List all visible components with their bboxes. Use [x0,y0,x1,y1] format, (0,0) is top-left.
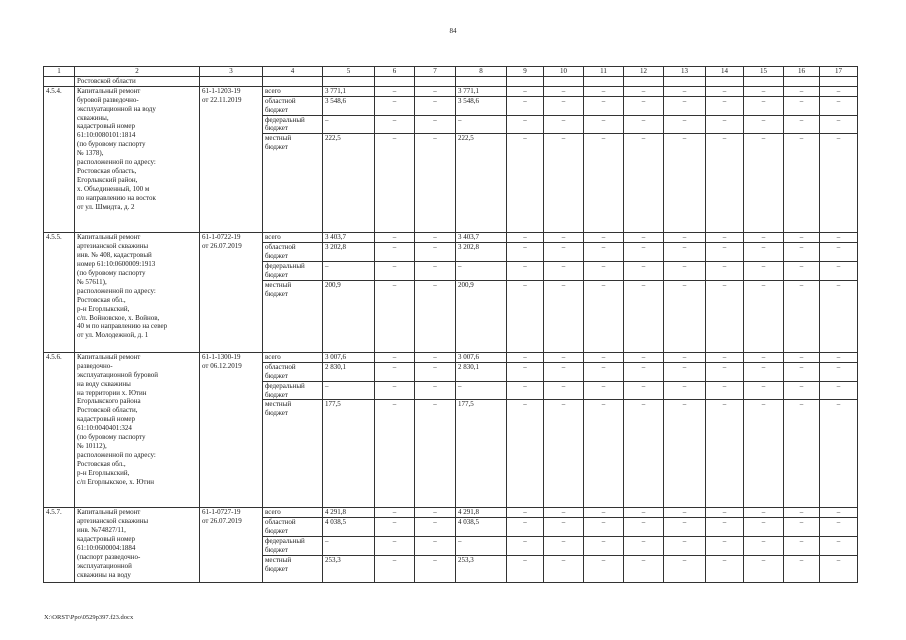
funding-source: всего [263,86,323,96]
amount-cell: – [784,262,820,281]
region-empty-cell [624,76,664,86]
amount-cell: – [706,115,744,134]
amount-cell: – [784,381,820,400]
funding-source: областной бюджет [263,362,323,381]
amount-cell: – [706,537,744,556]
funding-source: областной бюджет [263,518,323,537]
amount-cell: – [415,555,456,582]
funding-source: всего [263,508,323,518]
amount-year: 222,5 [456,134,507,233]
amount-total: 177,5 [323,400,375,508]
amount-cell: – [820,262,858,281]
column-number-1: 1 [44,67,75,77]
amount-cell: – [784,96,820,115]
region-empty-cell [200,76,263,86]
amount-total: – [323,381,375,400]
amount-cell: – [784,243,820,262]
amount-cell: – [415,280,456,352]
amount-cell: – [544,508,584,518]
table-body [44,67,858,583]
column-number-row [44,67,858,77]
amount-cell: – [584,518,624,537]
amount-cell: – [820,243,858,262]
amount-cell: – [664,381,706,400]
page-number: 84 [449,27,457,35]
amount-cell: – [744,352,784,362]
amount-cell: – [415,115,456,134]
amount-year: 3 548,6 [456,96,507,115]
amount-cell: – [544,115,584,134]
amount-cell: – [507,537,544,556]
amount-year: 3 771,1 [456,86,507,96]
column-number-6: 6 [375,67,415,77]
column-number-9: 9 [507,67,544,77]
funding-source: местный бюджет [263,280,323,352]
column-number-14: 14 [706,67,744,77]
file-path-footer: X:\ORST\Ppo\0529p397.f23.docx [44,614,134,621]
amount-cell: – [507,400,544,508]
item-number: 4.5.5. [44,233,75,353]
amount-cell: – [784,508,820,518]
column-number-15: 15 [744,67,784,77]
amount-cell: – [624,243,664,262]
amount-cell: – [706,96,744,115]
amount-total: 200,9 [323,280,375,352]
amount-cell: – [415,352,456,362]
amount-cell: – [664,555,706,582]
amount-cell: – [544,243,584,262]
amount-total: 253,3 [323,555,375,582]
amount-cell: – [820,362,858,381]
amount-cell: – [784,86,820,96]
amount-total: 3 548,6 [323,96,375,115]
amount-cell: – [744,243,784,262]
amount-cell: – [820,400,858,508]
amount-cell: – [415,537,456,556]
amount-year: – [456,381,507,400]
amount-cell: – [744,381,784,400]
amount-cell: – [415,262,456,281]
amount-cell: – [375,134,415,233]
amount-cell: – [664,86,706,96]
amount-total: 3 403,7 [323,233,375,243]
item-name: Капитальный ремонт артезианской скважины инв. № 408, кадастровый номер 61:10:0600009:1913 (по буровому паспорту № 57611), расположенной по адресу: Ростовская обл., р-н Егорлыкский, с/п. Войновское, х. Войнов, 40 м по направлению на север от ул. Молодежной, д. 1 [75,233,200,353]
amount-cell: – [784,280,820,352]
amount-cell: – [544,86,584,96]
amount-cell: – [584,508,624,518]
amount-cell: – [706,280,744,352]
item-number: 4.5.4. [44,86,75,233]
amount-cell: – [507,115,544,134]
amount-year: – [456,115,507,134]
amount-cell: – [544,400,584,508]
column-number-5: 5 [323,67,375,77]
column-number-13: 13 [664,67,706,77]
region-empty-cell [507,76,544,86]
column-number-11: 11 [584,67,624,77]
amount-cell: – [415,400,456,508]
amount-cell: – [584,233,624,243]
amount-cell: – [507,381,544,400]
amount-cell: – [544,262,584,281]
amount-cell: – [507,233,544,243]
amount-cell: – [375,115,415,134]
amount-cell: – [544,96,584,115]
amount-cell: – [415,86,456,96]
amount-cell: – [375,518,415,537]
region-empty-cell [323,76,375,86]
amount-cell: – [744,262,784,281]
funding-source: местный бюджет [263,134,323,233]
amount-cell: – [744,362,784,381]
amount-cell: – [820,508,858,518]
amount-total: 3 771,1 [323,86,375,96]
region-empty-cell [544,76,584,86]
amount-cell: – [744,115,784,134]
amount-cell: – [624,362,664,381]
amount-cell: – [744,518,784,537]
amount-total: 3 202,8 [323,243,375,262]
funding-source: местный бюджет [263,555,323,582]
item-name: Капитальный ремонт буровой разведочно- эксплуатационной на воду скважины, кадастровый номер 61:10:0080101:1814 (по буровому паспорту № 1378), расположенной по адресу: Ростовская область, Егорлыкский район, х. Объединенный, 100 м по направлению на восток от ул. Шмидта, д. 2 [75,86,200,233]
amount-cell: – [375,280,415,352]
amount-cell: – [507,262,544,281]
amount-cell: – [507,555,544,582]
amount-cell: – [375,555,415,582]
amount-cell: – [584,262,624,281]
amount-cell: – [544,518,584,537]
amount-cell: – [820,381,858,400]
amount-cell: – [624,555,664,582]
amount-cell: – [544,280,584,352]
amount-cell: – [415,243,456,262]
amount-cell: – [375,381,415,400]
column-number-10: 10 [544,67,584,77]
amount-cell: – [706,352,744,362]
amount-cell: – [820,280,858,352]
amount-cell: – [706,400,744,508]
amount-cell: – [784,362,820,381]
amount-cell: – [507,508,544,518]
amount-cell: – [706,233,744,243]
amount-cell: – [744,96,784,115]
amount-cell: – [375,262,415,281]
amount-cell: – [784,537,820,556]
amount-cell: – [584,134,624,233]
amount-cell: – [820,134,858,233]
region-empty-cell [820,76,858,86]
amount-year: 177,5 [456,400,507,508]
amount-cell: – [584,243,624,262]
amount-total: – [323,115,375,134]
amount-cell: – [584,381,624,400]
amount-cell: – [820,537,858,556]
amount-cell: – [744,400,784,508]
amount-year: 3 202,8 [456,243,507,262]
funding-source: местный бюджет [263,400,323,508]
column-number-7: 7 [415,67,456,77]
table-row [44,352,858,362]
amount-cell: – [624,537,664,556]
amount-total: – [323,537,375,556]
amount-cell: – [624,280,664,352]
amount-cell: – [664,134,706,233]
amount-cell: – [624,381,664,400]
amount-cell: – [664,96,706,115]
column-number-16: 16 [784,67,820,77]
funding-source: областной бюджет [263,243,323,262]
amount-cell: – [584,352,624,362]
amount-cell: – [415,518,456,537]
amount-cell: – [544,381,584,400]
amount-cell: – [375,233,415,243]
amount-cell: – [415,233,456,243]
funding-source: всего [263,352,323,362]
amount-cell: – [820,352,858,362]
amount-cell: – [664,233,706,243]
amount-cell: – [624,96,664,115]
amount-cell: – [415,362,456,381]
region-empty-cell [44,76,75,86]
funding-source: областной бюджет [263,96,323,115]
table-row [44,86,858,96]
amount-cell: – [415,381,456,400]
amount-cell: – [664,262,706,281]
amount-cell: – [624,400,664,508]
amount-cell: – [664,115,706,134]
amount-cell: – [544,537,584,556]
amount-cell: – [706,381,744,400]
column-number-12: 12 [624,67,664,77]
amount-year: – [456,537,507,556]
amount-cell: – [584,537,624,556]
amount-cell: – [375,400,415,508]
region-empty-cell [584,76,624,86]
amount-cell: – [820,555,858,582]
region-empty-cell [784,76,820,86]
amount-cell: – [784,555,820,582]
amount-year: 4 291,8 [456,508,507,518]
amount-cell: – [664,243,706,262]
amount-cell: – [706,362,744,381]
amount-cell: – [624,262,664,281]
amount-cell: – [624,233,664,243]
region-empty-cell [415,76,456,86]
region-empty-cell [664,76,706,86]
amount-cell: – [820,518,858,537]
funding-source: всего [263,233,323,243]
amount-cell: – [375,508,415,518]
document-number: 61-1-0722-19 от 26.07.2019 [200,233,263,353]
amount-year: 253,3 [456,555,507,582]
amount-cell: – [507,280,544,352]
amount-cell: – [784,115,820,134]
amount-cell: – [584,115,624,134]
amount-total: 3 007,6 [323,352,375,362]
amount-cell: – [820,115,858,134]
amount-year: 2 830,1 [456,362,507,381]
amount-total: 4 291,8 [323,508,375,518]
amount-total: – [323,262,375,281]
amount-cell: – [507,362,544,381]
amount-cell: – [624,508,664,518]
amount-cell: – [544,362,584,381]
amount-cell: – [664,508,706,518]
amount-cell: – [507,518,544,537]
amount-cell: – [624,134,664,233]
region-label: Ростовской области [75,76,200,86]
amount-total: 4 038,5 [323,518,375,537]
amount-cell: – [784,400,820,508]
funding-source: федеральный бюджет [263,537,323,556]
amount-cell: – [664,352,706,362]
amount-cell: – [820,86,858,96]
column-number-3: 3 [200,67,263,77]
amount-cell: – [820,233,858,243]
amount-cell: – [415,96,456,115]
amount-cell: – [375,362,415,381]
amount-cell: – [507,352,544,362]
column-number-4: 4 [263,67,323,77]
amount-cell: – [664,537,706,556]
amount-cell: – [744,233,784,243]
document-number: 61-1-1300-19 от 06.12.2019 [200,352,263,508]
item-number: 4.5.6. [44,352,75,508]
amount-cell: – [706,518,744,537]
amount-cell: – [375,86,415,96]
amount-cell: – [507,243,544,262]
amount-cell: – [584,555,624,582]
item-name: Капитальный ремонт артезианской скважины инв. №74827/11, кадастровый номер 61:10:0600004:1884 (паспорт разведочно- эксплуатационной скважины на воду [75,508,200,583]
amount-cell: – [706,134,744,233]
amount-cell: – [706,86,744,96]
amount-year: 200,9 [456,280,507,352]
amount-cell: – [375,537,415,556]
funding-source: федеральный бюджет [263,115,323,134]
amount-cell: – [584,86,624,96]
amount-cell: – [706,555,744,582]
amount-cell: – [584,280,624,352]
amount-cell: – [544,555,584,582]
amount-cell: – [415,134,456,233]
amount-cell: – [744,555,784,582]
amount-year: 4 038,5 [456,518,507,537]
amount-cell: – [706,508,744,518]
amount-cell: – [624,352,664,362]
amount-cell: – [624,518,664,537]
amount-total: 2 830,1 [323,362,375,381]
amount-cell: – [784,352,820,362]
column-number-2: 2 [75,67,200,77]
amount-total: 222,5 [323,134,375,233]
amount-cell: – [744,86,784,96]
amount-cell: – [584,362,624,381]
amount-cell: – [784,233,820,243]
document-number: 61-1-0727-19 от 26.07.2019 [200,508,263,583]
amount-cell: – [664,280,706,352]
amount-cell: – [624,86,664,96]
amount-cell: – [584,400,624,508]
amount-cell: – [544,233,584,243]
table-row [44,508,858,518]
amount-cell: – [706,262,744,281]
table-row [44,233,858,243]
amount-cell: – [664,400,706,508]
amount-year: – [456,262,507,281]
region-row [44,76,858,86]
amount-year: 3 403,7 [456,233,507,243]
region-empty-cell [744,76,784,86]
amount-cell: – [820,96,858,115]
amount-cell: – [784,518,820,537]
amount-cell: – [664,362,706,381]
amount-cell: – [507,86,544,96]
region-empty-cell [706,76,744,86]
amount-cell: – [375,243,415,262]
amount-cell: – [744,134,784,233]
amount-year: 3 007,6 [456,352,507,362]
amount-cell: – [375,352,415,362]
column-number-17: 17 [820,67,858,77]
amount-cell: – [415,508,456,518]
funding-source: федеральный бюджет [263,262,323,281]
amount-cell: – [744,508,784,518]
amount-cell: – [375,96,415,115]
amount-cell: – [706,243,744,262]
amount-cell: – [507,96,544,115]
column-number-8: 8 [456,67,507,77]
amount-cell: – [584,96,624,115]
amount-cell: – [784,134,820,233]
amount-cell: – [544,134,584,233]
amount-cell: – [544,352,584,362]
region-empty-cell [263,76,323,86]
amount-cell: – [744,280,784,352]
amount-cell: – [624,115,664,134]
budget-table [43,66,858,583]
region-empty-cell [456,76,507,86]
document-number: 61-1-1203-19 от 22.11.2019 [200,86,263,233]
item-name: Капитальный ремонт разведочно- эксплуатационной буровой на воду скважины на территории х. Ютин Егорлыкского района Ростовской области, кадастровый номер 61:10:0040401:324 (по буровому паспорту № 10112), расположенной по адресу: Ростовская обл., р-н Егорлыкский, с/п Егорлыкское, х. Ютин [75,352,200,508]
region-empty-cell [375,76,415,86]
amount-cell: – [507,134,544,233]
funding-source: федеральный бюджет [263,381,323,400]
amount-cell: – [744,537,784,556]
amount-cell: – [664,518,706,537]
item-number: 4.5.7. [44,508,75,583]
